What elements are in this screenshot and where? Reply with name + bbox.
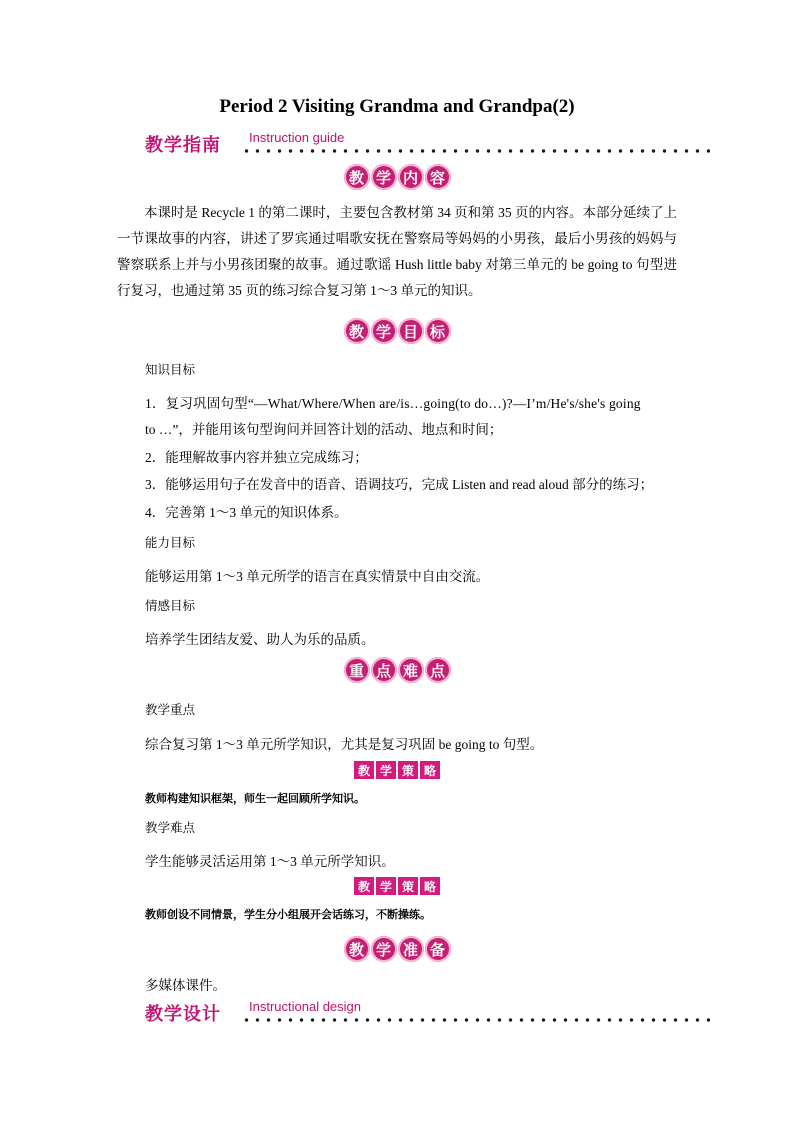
- focus-strategy-text: 教师构建知识框架，师生一起回顾所学知识。: [145, 792, 365, 805]
- tag-char: 学: [376, 877, 396, 895]
- badge-teaching-content: [0, 164, 794, 190]
- badge-char: 教: [344, 936, 370, 962]
- tag-char: 策: [398, 761, 418, 779]
- badge-char: 教: [344, 318, 370, 344]
- badge-char: 点: [425, 657, 451, 683]
- objective-item-1: 1．复习巩固句型“—What/Where/When are/is…going(to do…)?—I’m/He's/she's going: [145, 396, 641, 411]
- ability-objectives-label: 能力目标: [145, 535, 196, 550]
- badge-key-difficult-points: [0, 657, 794, 683]
- tag-char: 略: [420, 761, 440, 779]
- badge-char: 标: [425, 318, 451, 344]
- badge-char: 教: [344, 164, 370, 190]
- dotted-divider: [241, 1017, 710, 1023]
- section-header-instruction-guide: [145, 131, 710, 157]
- tag-char: 策: [398, 877, 418, 895]
- badge-char: 容: [425, 164, 451, 190]
- badge-char: 学: [371, 164, 397, 190]
- preparation-text: 多媒体课件。: [145, 978, 226, 993]
- tag-char: 教: [354, 877, 374, 895]
- strategy-tag: [0, 877, 794, 895]
- badge-char: 点: [371, 657, 397, 683]
- badge-char: 学: [371, 936, 397, 962]
- emotion-objectives-text: 培养学生团结友爱、助人为乐的品质。: [145, 632, 375, 647]
- badge-char: 重: [344, 657, 370, 683]
- section-title-en: Instructional design: [249, 999, 362, 1014]
- section-title-en: Instruction guide: [249, 130, 345, 145]
- section-header-instructional-design: [145, 1000, 710, 1026]
- objective-item-3: 3．能够运用句子在发音中的语音、语调技巧，完成 Listen and read aloud 部分的练习；: [145, 477, 654, 492]
- badge-char: 内: [398, 164, 424, 190]
- focus-text: 综合复习第 1～3 单元所学知识，尤其是复习巩固 be going to 句型。: [145, 737, 544, 752]
- knowledge-objectives-label: 知识目标: [145, 362, 196, 377]
- objective-item-1-cont: to …”，并能用该句型询问并回答计划的活动、地点和时间；: [145, 422, 503, 437]
- badge-char: 目: [398, 318, 424, 344]
- section-title-zh: 教学指南: [145, 135, 221, 156]
- difficulty-strategy-text: 教师创设不同情景，学生分小组展开会话练习，不断操练。: [145, 908, 431, 921]
- tag-char: 略: [420, 877, 440, 895]
- objective-item-4: 4．完善第 1～3 单元的知识体系。: [145, 505, 348, 520]
- difficulty-text: 学生能够灵活运用第 1～3 单元所学知识。: [145, 854, 395, 869]
- focus-label: 教学重点: [145, 702, 196, 717]
- section-title-zh: 教学设计: [145, 1004, 221, 1025]
- dotted-divider: [241, 148, 710, 154]
- difficulty-label: 教学难点: [145, 820, 196, 835]
- strategy-tag: [0, 761, 794, 779]
- emotion-objectives-label: 情感目标: [145, 598, 196, 613]
- badge-char: 准: [398, 936, 424, 962]
- objective-item-2: 2．能理解故事内容并独立完成练习；: [145, 450, 368, 465]
- badge-char: 难: [398, 657, 424, 683]
- badge-teaching-preparation: [0, 936, 794, 962]
- content-paragraph: 本课时是 Recycle 1 的第二课时，主要包含教材第 34 页和第 35 页的内容。本部分延续了上一节课故事的内容，讲述了罗宾通过唱歌安抚在警察局等妈妈的小男孩，最后小男孩的妈妈与警察联系上并与小男孩团聚的故事。通过歌谣 Hush little baby 对第三单元的 be going to 句型进行复习，也通过第 35 页的练习综合复习第 1～3 单元的知识。: [117, 205, 677, 298]
- badge-char: 学: [371, 318, 397, 344]
- badge-char: 备: [425, 936, 451, 962]
- ability-objectives-text: 能够运用第 1～3 单元所学的语言在真实情景中自由交流。: [145, 569, 490, 584]
- badge-teaching-objectives: [0, 318, 794, 344]
- page-title: Period 2 Visiting Grandma and Grandpa(2): [219, 96, 575, 117]
- tag-char: 教: [354, 761, 374, 779]
- tag-char: 学: [376, 761, 396, 779]
